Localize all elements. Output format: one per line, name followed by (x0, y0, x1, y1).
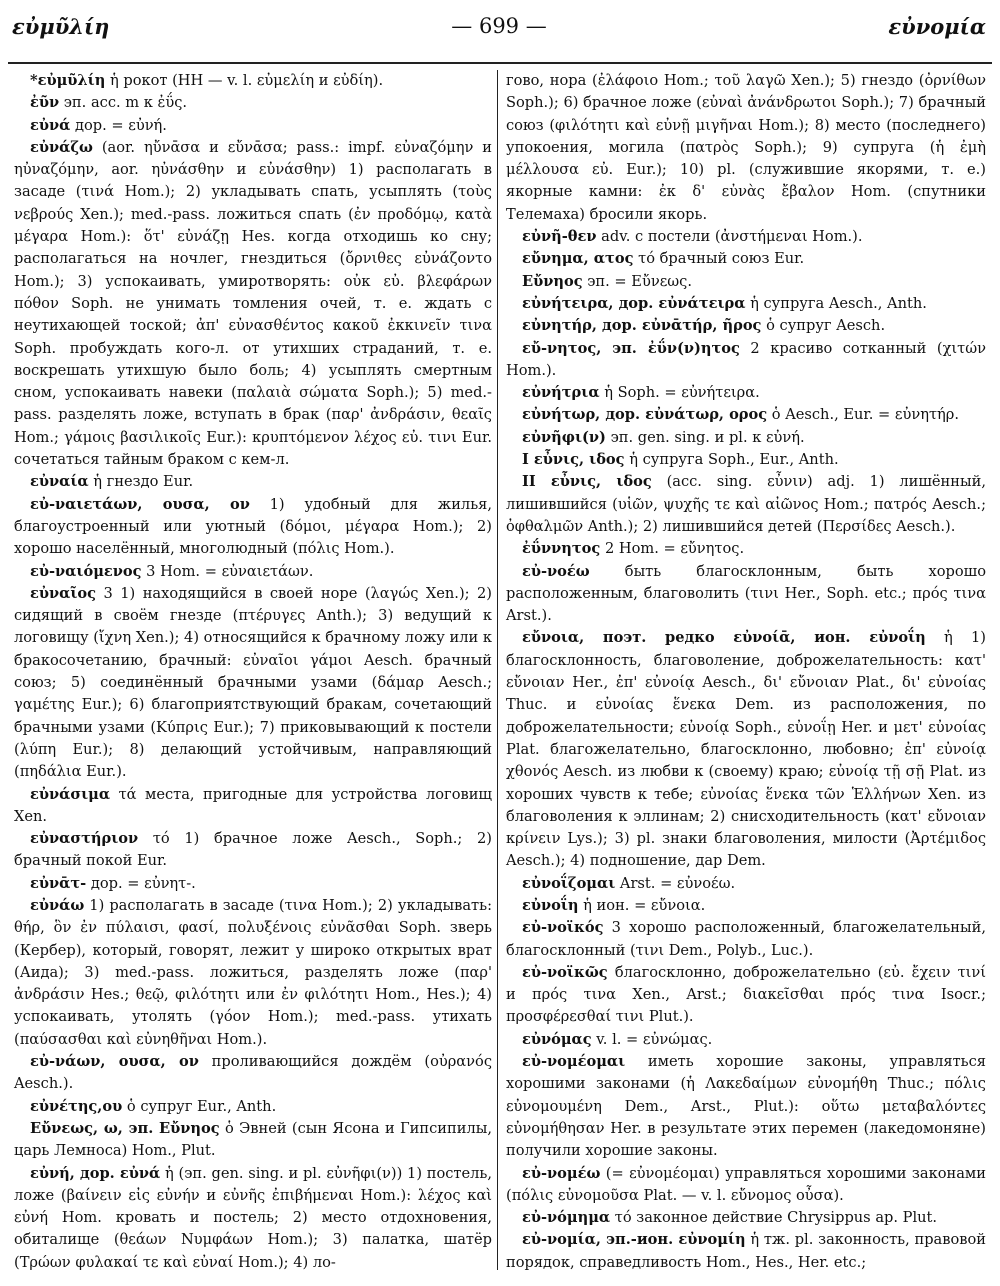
entry-headword: εὐ-νόμημα (522, 1209, 611, 1227)
dictionary-entry (506, 917, 986, 962)
dictionary-entry (14, 471, 492, 493)
entry-headword: εὐνᾱτ- (30, 874, 87, 892)
entry-headword: εὐ-νομέω (522, 1164, 601, 1182)
dictionary-entry (14, 583, 492, 784)
dictionary-entry (506, 962, 986, 1029)
entry-definition: эп. acc. m к ἐΰς. (59, 94, 188, 112)
dictionary-entry (14, 92, 492, 114)
dictionary-entry (14, 1163, 492, 1274)
entry-definition: ὁ Aesch., Eur. = εὐνητήρ. (767, 406, 960, 424)
entry-definition: 3 хорошо расположенный, благожелательный, благосклонный (τινι Dem., Polyb., Luc.). (506, 919, 986, 959)
dictionary-entry (506, 471, 986, 538)
dictionary-entry (506, 1029, 986, 1051)
entry-headword: εὔνημα, ατος (522, 250, 634, 268)
entry-headword: εὐ-νομία, эп.-ион. εὐνομίη (522, 1231, 746, 1249)
dictionary-entry (506, 873, 986, 895)
entry-definition: эп. gen. sing. и pl. к εὐνή. (605, 428, 805, 446)
dictionary-entry (14, 1118, 492, 1163)
dictionary-entry (506, 271, 986, 293)
entry-headword: Εὔνεως, ω, эп. Εὔνηος (30, 1119, 220, 1137)
dictionary-entry (506, 1051, 986, 1162)
entry-definition: τό брачный союз Eur. (633, 250, 805, 268)
entry-definition: иметь хорошие законы, управляться хорошими законами (ἡ Λακεδαίμων εὐνομήθη Thuc.; πόλις εὐνομουμένη Dem., Arst., Plut.): οὕτω μεταβαλόντες εὐνομήθησαν Her. в результате этих перемен (лакедомоняне) получили хорошие законы. (506, 1053, 986, 1160)
entry-headword: εὐνητήρ, дор. εὐνᾱτήρ, ῆρος (522, 317, 762, 335)
entry-definition: 3 1) находящийся в своей норе (λαγώς Xen.); 2) сидящий в своём гнезде (πτέρυγες Anth.); 3) ведущий к логовищу (ἴχνη Xen.); 4) относящийся к брачному ложу или к бракосочетанию, брачный: εὐναῖοι γάμοι Aesch. брачный союз; 5) соединённый брачными узами (δάμαρ Aesch.; γαμέτης Eur.); 6) благоприятствующий бракам, сочетающий брачными узами (Κύπρις Eur.); 7) приковывающий к постели (λύπη Eur.); 8) делающий устойчивым, направляющий (πηδάλια Eur.). (14, 584, 492, 781)
dictionary-entry (506, 404, 986, 426)
dictionary-entry (14, 70, 492, 92)
entry-definition: 2 красиво сотканный (χιτών Hom.). (506, 339, 986, 379)
entry-definition: ἡ 1) благосклонность, благоволение, доброжелательность: κατ' εὔνοιαν Her., ἐπ' εὐνοίᾳ Aesch., δι' εὔνοιαν Plat., δι' εὐνοίας Thuc. и εὐνοίας ἕνεκα Dem. из расположения, по доброжелательности; εὐνοίᾳ Soph., εὐνοΐῃ Her. и μετ' εὐνοίας Plat. благожелательно, благосклонно, любовно; ἐπ' εὐνοίᾳ χθονός Aesch. из любви к (своему) краю; εὐνοίᾳ τῇ σῇ Plat. из хороших чувств к тебе; εὐνοίας ἕνεκα τῶν Ἑλλήνων Xen. из благоволения к эллинам; 2) снисходительность (κατ' εὔνοιαν κρίνειν Lys.); 3) pl. знаки благоволения, милости (Ἀρτέμιδος Aesch.); 4) подношение, дар Dem. (506, 629, 986, 870)
header-left-word: εὐμῦλίη (12, 14, 110, 39)
entry-headword: εὐ-νοϊκῶς (522, 963, 608, 981)
entry-definition: гово, нора (ἐλάφοιο Hom.; τοῦ λαγῶ Xen.); 5) гнездо (ὀρνίθων Soph.); 6) брачное ложе (εὐναὶ ἀνάνδρωτοι Soph.); 7) брачный союз (φιλότητι καὶ εὐνῇ μιγῆναι Hom.); 8) место (последнего) упокоения, могила (πατρὸς Soph.); 9) супруга (ἡ ἐμὴ μέλλουσα εὐ. Eur.); 10) pl. (служившие якорями, т. е.) якорные камни: ἐκ δ' εὐνὰς ἔβαλον Hom. (спутники Телемаха) бросили якорь. (506, 72, 986, 223)
right-column (506, 70, 986, 1274)
column-divider (497, 70, 498, 1270)
entry-headword: I εὖνις, ιδος (522, 451, 625, 469)
entry-headword: εὐνῆφι(ν) (522, 428, 606, 446)
entry-definition: ἡ супруга Soph., Eur., Anth. (624, 451, 839, 469)
entry-definition: ὁ супруг Aesch. (761, 317, 886, 335)
dictionary-entry (506, 1207, 986, 1229)
entry-headword: εὐνέτης,ου (30, 1097, 123, 1115)
entry-definition: 2 Hom. = εὔνητος. (600, 540, 745, 558)
dictionary-entry (14, 115, 492, 137)
entry-definition: быть благосклонным, быть хорошо расположенным, благоволить (τινι Her., Soph. etc.; πρός τινα Arst.). (506, 562, 986, 625)
entry-headword: εὐνοΐη (522, 896, 579, 914)
entry-definition: проливающийся дождём (οὐρανός Aesch.). (14, 1053, 492, 1093)
dictionary-entry (506, 315, 986, 337)
dictionary-entry (14, 828, 492, 873)
entry-definition: ὁ супруг Eur., Anth. (122, 1097, 277, 1115)
dictionary-entry (506, 70, 986, 226)
dictionary-entry (14, 494, 492, 561)
entry-headword: Εὔνηος (522, 272, 583, 290)
entry-definition: ἡ тж. pl. законность, правовой порядок, справедливость Hom., Hes., Her. etc.; (506, 1231, 986, 1271)
entry-headword: εὐναστήριον (30, 830, 139, 848)
entry-definition: ἡ гнездо Eur. (88, 473, 194, 491)
entry-definition: ἡ (эп. gen. sing. и pl. εὐνῆφι(ν)) 1) постель, ложе (βαίνειν εἰς εὐνήν и εὐνῆς ἐπιβήμεναι Hom.): λέχος καὶ εὐνή Hom. кровать и постель; 2) место отдохновения, обиталище (θεάων Νυμφάων Hom.); 3) палатка, шатёр (Τρώων φυλακαί τε καὶ εὐναί Hom.); 4) ло- (14, 1164, 493, 1271)
entry-headword: ἐῦν (30, 94, 60, 112)
entry-headword: εὐ-νάων, ουσα, ον (30, 1053, 199, 1071)
page-number: — 699 — (451, 14, 547, 38)
entry-headword: εὐ-ναιόμενος (30, 562, 142, 580)
entry-headword: εὐνῆ-θεν (522, 228, 597, 246)
header-rule (8, 62, 992, 64)
page-header (12, 14, 986, 46)
dictionary-entry (506, 538, 986, 560)
entry-definition: 1) удобный для жилья, благоустроенный или уютный (δόμοι, μέγαρα Hom.); 2) хорошо населённый, многолюдный (πόλις Hom.). (14, 495, 492, 558)
entry-definition: ἡ рокот (НН — v. l. εὐμελίη и εὐδίη). (105, 72, 384, 89)
entry-headword: εὐνήτωρ, дор. εὐνάτωρ, ορος (522, 406, 768, 424)
entry-headword: εὐνή, дор. εὐνά (30, 1164, 161, 1182)
entry-definition: дор. = εὐνητ-. (86, 874, 196, 892)
entry-headword: εὐναῖος (30, 584, 97, 602)
entry-headword: *εὐμῦλίη (30, 72, 106, 89)
dictionary-entry (506, 427, 986, 449)
entry-definition: ἡ супруга Aesch., Anth. (745, 294, 927, 312)
dictionary-entry (14, 137, 492, 471)
dictionary-entry (506, 895, 986, 917)
entry-headword: εὐνήτειρα, дор. εὐνάτειρα (522, 294, 746, 312)
entry-definition: 1) располагать в засаде (τινα Hom.); 2) укладывать: θήρ, ὃν ἐν πύλαισι, φασί, πολυξένοις εὐνᾶσθαι Soph. зверь (Кербер), который, говорят, лежит у широко открытых врат (Аида); 3) med.-pass. ложиться, разделять ложе (παρ' ἀνδράσιν Hes.; θεῷ, φιλότητι или ἐν φιλότητι Hom., Hes.); 4) успокаивать, утолять (γόον Hom.); med.-pass. утихать (παύσασθαι καὶ εὐνηθῆναι Hom.). (14, 896, 492, 1048)
dictionary-entry (506, 1163, 986, 1208)
entry-definition: дор. = εὐνή. (70, 116, 167, 134)
entry-headword: εὐνά (30, 116, 71, 134)
entry-headword: εὔνοια, поэт. редко εὐνοίᾱ, ион. εὐνοΐη (522, 629, 926, 647)
entry-definition: (= εὐνομέομαι) управляться хорошими законами (πόλις εὐνομοῦσα Plat. — v. l. εὔνομος οὖσα). (506, 1164, 986, 1204)
entry-definition: adv. с постели (ἀνστήμεναι Hom.). (596, 228, 863, 246)
dictionary-entry (506, 627, 986, 872)
dictionary-entry (14, 784, 492, 829)
entry-headword: εὐνάσιμα (30, 785, 111, 803)
entry-definition: благосклонно, доброжелательно (εὐ. ἔχειν τινί и πρός τινα Xen., Arst.; διακεῖσθαι πρός τινα Isocr.; προσφέρεσθαί τινι Plut.). (506, 963, 986, 1026)
entry-definition: (aor. ηὔνᾱσα и εὔνᾱσα; pass.: impf. εὐναζόμην и ηὐναζόμην, aor. ηὐνάσθην и εὐνάσθην) 1) располагать в засаде (τινά Hom.); 2) укладывать спать, усыплять (τοὺς νεβρούς Xen.); med.-pass. ложиться спать (ἐν προδόμῳ, κατὰ μέγαρα Hom.): ὅτ' εὐνάζῃ Hes. когда отходишь ко сну; располагаться на ночлег, гнездиться (ὄρνιθες εὐνάζοντο Hom.); 3) успокаивать, умиротворять: οὐκ εὐ. βλεφάρων πόθον Soph. не унимать томления очей, т. е. ждать с неутихающей тоской; ἀπ' εὐνασθέντος κακοῦ ἐκκινεῖν τινα Soph. пробуждать кого-л. от утихших страданий, т. е. воскрешать утихшую было боль; 4) усыплять смертным сном, успокаивать навеки (παλαιὰ σώματα Soph.); 5) med.-pass. разделять ложе, вступать в брак (παρ' ἀνδράσιν, θεαῖς Hom.; γάμοις βασιλικοῖς Eur.): κρυπτόμενον λέχος εὐ. τινι Eur. сочетаться тайным браком с кем-л. (14, 138, 492, 469)
dictionary-entry (14, 1096, 492, 1118)
entry-definition: 3 Hom. = εὐναιετάων. (141, 562, 314, 580)
dictionary-entry (506, 293, 986, 315)
entry-definition: v. l. = εὐνώμας. (591, 1030, 713, 1048)
entry-headword: εὐνοΐζομαι (522, 874, 616, 892)
dictionary-entry (506, 226, 986, 248)
dictionary-entry (506, 382, 986, 404)
entry-definition: эп. = Εὔνεως. (582, 272, 692, 290)
entry-definition: τά места, пригодные для устройства логовищ Xen. (14, 785, 492, 825)
entry-headword: εὐνάζω (30, 138, 93, 156)
entry-headword: εὐ-νοέω (522, 562, 590, 580)
entry-headword: ἐΰννητος (522, 540, 601, 558)
dictionary-entry (14, 1051, 492, 1096)
entry-headword: εὐνόμας (522, 1030, 592, 1048)
dictionary-entry (506, 561, 986, 628)
dictionary-entry (14, 873, 492, 895)
dictionary-entry (14, 561, 492, 583)
entry-headword: II εὖνις, ιδος (522, 473, 652, 491)
entry-headword: εὐναία (30, 473, 89, 491)
entry-definition: ἡ ион. = εὔνοια. (578, 896, 706, 914)
dictionary-entry (14, 895, 492, 1051)
entry-headword: εὐ-νομέομαι (522, 1053, 626, 1071)
dictionary-entry (506, 248, 986, 270)
entry-headword: εὔ-νητος, эп. ἐΰν(ν)ητος (522, 339, 740, 357)
dictionary-entry (506, 1229, 986, 1274)
dictionary-entry (506, 449, 986, 471)
entry-definition: ὁ Эвней (сын Ясона и Гипсипилы, царь Лемноса) Hom., Plut. (14, 1119, 492, 1160)
header-right-word: εὐνομία (888, 14, 986, 39)
dictionary-entry (506, 338, 986, 383)
entry-headword: εὐ-νοϊκός (522, 919, 604, 937)
entry-definition: (acc. sing. εὖνιν) adj. 1) лишённый, лишившийся (υἱῶν, ψυχῆς τε καὶ αἰῶνος Hom.; πατρός Aesch.; ὀφθαλμῶν Anth.); 2) лишившийся детей (Περσίδες Aesch.). (506, 473, 986, 535)
entry-definition: ἡ Soph. = εὐνήτειρα. (599, 384, 760, 402)
entry-definition: τό 1) брачное ложе Aesch., Soph.; 2) брачный покой Eur. (14, 830, 492, 870)
entry-definition: τό законное действие Chrysippus ap. Plut. (610, 1209, 938, 1227)
entry-definition: Arst. = εὐνοέω. (615, 874, 736, 892)
entry-headword: εὐνάω (30, 896, 85, 914)
entry-headword: εὐνήτρια (522, 384, 600, 402)
left-column (14, 70, 492, 1274)
entry-headword: εὐ-ναιετάων, ουσα, ον (30, 495, 250, 513)
